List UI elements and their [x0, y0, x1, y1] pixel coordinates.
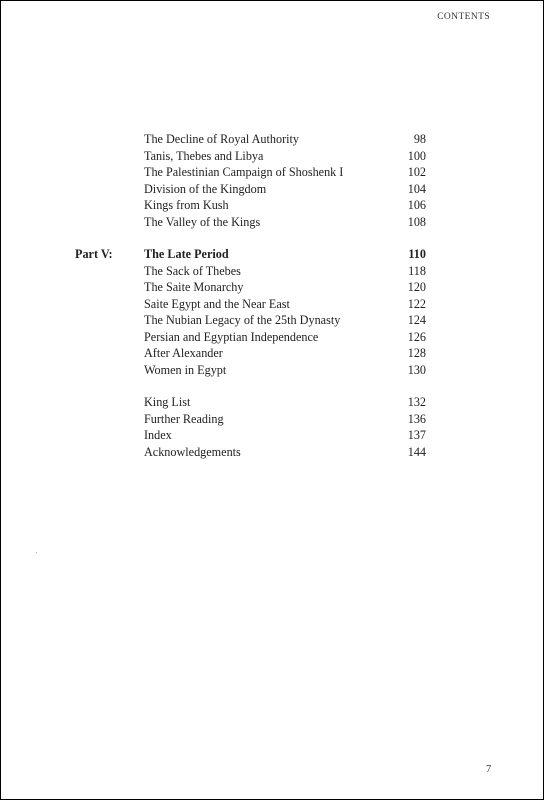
- page-number: 7: [486, 764, 492, 775]
- toc-entry-page: 118: [408, 263, 426, 278]
- toc-entry-page: 108: [407, 214, 426, 229]
- paper-speck: [36, 552, 37, 553]
- toc-entry-title: Acknowledgements: [144, 444, 241, 459]
- toc-entry[interactable]: [0, 148, 544, 164]
- toc-entry-page: 132: [407, 395, 426, 409]
- toc-entry[interactable]: [0, 214, 544, 230]
- part-label: Part V:: [75, 247, 113, 261]
- toc-entry-title: Women in Egypt: [144, 362, 227, 377]
- toc-entry[interactable]: [0, 164, 544, 180]
- toc-entry-title: The Valley of the Kings: [144, 214, 261, 229]
- toc-entry[interactable]: [0, 362, 544, 378]
- toc-entry-page: 136: [407, 411, 426, 426]
- toc-entry[interactable]: [0, 394, 544, 410]
- toc-entry-title: Saite Egypt and the Near East: [144, 296, 290, 311]
- toc-entry[interactable]: [0, 279, 544, 295]
- toc-entry-page: 98: [413, 132, 426, 146]
- toc-entry-page: 104: [407, 181, 426, 196]
- toc-entry-page: 106: [407, 198, 426, 212]
- toc-entry-title: The Decline of Royal Authority: [144, 132, 300, 146]
- toc-entry-title: The Palestinian Campaign of Shoshenk I: [144, 165, 344, 179]
- running-head: CONTENTS: [437, 12, 490, 22]
- toc-entry-title: Index: [144, 428, 172, 442]
- toc-entry-page: 102: [407, 165, 426, 179]
- toc-entry-title: Division of the Kingdom: [144, 181, 267, 196]
- toc-entry-page: 137: [407, 428, 426, 442]
- toc-entry[interactable]: [0, 427, 544, 443]
- toc-entry[interactable]: [0, 312, 544, 328]
- toc-entry[interactable]: [0, 131, 544, 147]
- toc-entry-title: King List: [144, 395, 191, 409]
- toc-entry-page: 124: [407, 313, 426, 327]
- toc-entry-title: Kings from Kush: [144, 198, 229, 212]
- toc-entry[interactable]: [0, 329, 544, 345]
- toc-entry-title: Tanis, Thebes and Libya: [144, 148, 264, 163]
- toc-entry-page: 120: [407, 280, 426, 294]
- toc-entry-page: 100: [407, 148, 426, 163]
- toc-entry-page: 126: [407, 329, 426, 344]
- toc-entry[interactable]: [0, 411, 544, 427]
- toc-entry-title: After Alexander: [144, 346, 223, 360]
- toc-entry[interactable]: [0, 263, 544, 279]
- toc-entry-title: The Sack of Thebes: [144, 263, 241, 278]
- toc-entry[interactable]: [0, 181, 544, 197]
- toc-entry-page: 122: [407, 296, 426, 311]
- part-title: The Late Period: [144, 247, 229, 261]
- toc-entry-title: Further Reading: [144, 411, 224, 426]
- toc-entry[interactable]: [0, 345, 544, 361]
- toc-entry[interactable]: [0, 296, 544, 312]
- part-page: 110: [408, 247, 426, 261]
- toc-entry-title: The Saite Monarchy: [144, 280, 244, 294]
- toc-entry-title: The Nubian Legacy of the 25th Dynasty: [144, 313, 341, 327]
- toc-entry[interactable]: [0, 444, 544, 460]
- toc-entry-title: Persian and Egyptian Independence: [144, 329, 319, 344]
- toc-entry[interactable]: [0, 197, 544, 213]
- toc-entry-page: 130: [407, 362, 426, 377]
- toc-part-heading[interactable]: [0, 246, 544, 262]
- toc-entry-page: 144: [407, 444, 426, 459]
- toc-entry-page: 128: [407, 346, 426, 360]
